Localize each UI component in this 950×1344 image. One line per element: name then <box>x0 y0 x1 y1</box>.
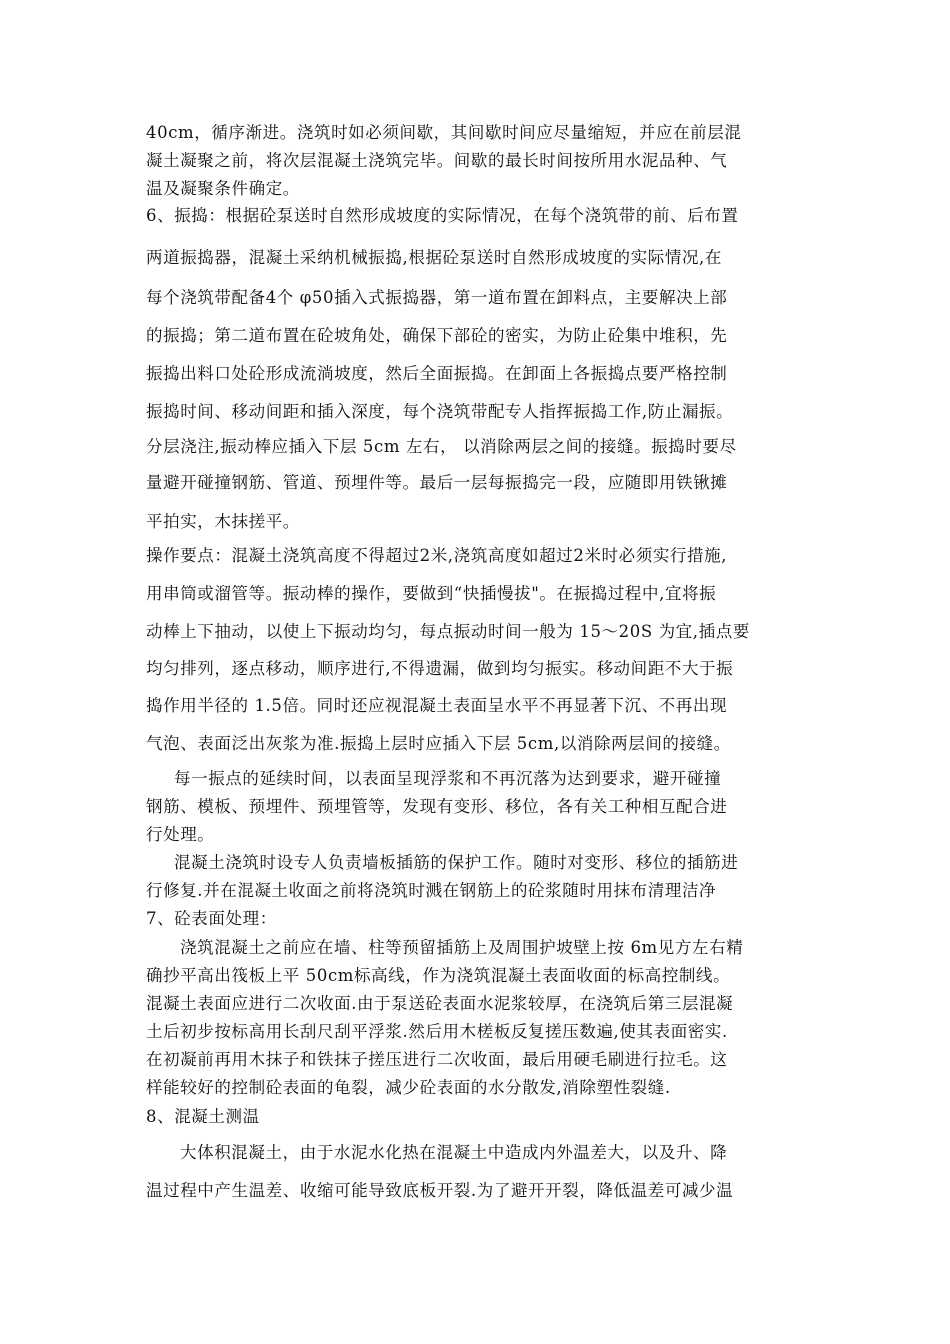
paragraph-line: 每一振点的延续时间，以表面呈现浮浆和不再沉落为达到要求，避开碰撞 <box>174 769 722 788</box>
paragraph-line: 温过程中产生温差、收缩可能导致底板开裂.为了避开开裂，降低温差可减少温 <box>146 1181 734 1200</box>
section-heading-line: 6、振捣：根据砼泵送时自然形成坡度的实际情况，在每个浇筑带的前、后布置 <box>146 206 739 225</box>
paragraph-line: 凝土凝聚之前，将次层混凝土浇筑完毕。间歇的最长时间按所用水泥品种、气 <box>146 151 728 170</box>
paragraph-line: 温及凝聚条件确定。 <box>146 179 300 198</box>
paragraph-line: 的振捣；第二道布置在砼坡角处，确保下部砼的密实，为防止砼集中堆积，先 <box>146 326 728 345</box>
paragraph-line: 钢筋、模板、预埋件、预埋管等，发现有变形、移位，各有关工种相互配合进 <box>146 797 728 816</box>
paragraph-line: 气泡、表面泛出灰浆为准.振捣上层时应插入下层 5cm,以消除两层间的接缝。 <box>146 734 731 753</box>
section-heading-line: 7、砼表面处理： <box>146 909 277 928</box>
paragraph-line: 大体积混凝土，由于水泥水化热在混凝土中造成内外温差大，以及升、降 <box>180 1143 728 1162</box>
paragraph-line: 均匀排列，逐点移动，顺序进行,不得遗漏，做到均匀振实。移动间距不大于振 <box>146 659 734 678</box>
paragraph-line: 操作要点：混凝土浇筑高度不得超过2米,浇筑高度如超过2米时必须实行措施, <box>146 546 728 565</box>
paragraph-line: 土后初步按标高用长刮尺刮平浮浆.然后用木槎板反复搓压数遍,使其表面密实. <box>146 1022 728 1041</box>
paragraph-line: 混凝土浇筑时设专人负责墙板插筋的保护工作。随时对变形、移位的插筋进 <box>174 853 739 872</box>
paragraph-line: 平拍实，木抹搓平。 <box>146 512 300 531</box>
paragraph-line: 两道振捣器，混凝土采纳机械振捣,根据砼泵送时自然形成坡度的实际情况,在 <box>146 248 722 267</box>
paragraph-line: 捣作用半径的 1.5倍。同时还应视混凝土表面呈水平不再显著下沉、不再出现 <box>146 696 728 715</box>
paragraph-line: 确抄平高出筏板上平 50cm标高线，作为浇筑混凝土表面收面的标高控制线。 <box>146 966 731 985</box>
paragraph-line: 40cm，循序渐进。浇筑时如必须间歇，其间歇时间应尽量缩短，并应在前层混 <box>146 123 742 142</box>
section-heading-line: 8、混凝土测温 <box>146 1107 260 1126</box>
paragraph-line: 混凝土表面应进行二次收面.由于泵送砼表面水泥浆较厚，在浇筑后第三层混凝 <box>146 994 734 1013</box>
paragraph-line: 振捣时间、移动间距和插入深度，每个浇筑带配专人指挥振捣工作,防止漏振。 <box>146 402 734 421</box>
paragraph-line: 浇筑混凝土之前应在墙、柱等预留插筋上及周围护坡壁上按 6m见方左右精 <box>180 938 744 957</box>
paragraph-line: 振捣出料口处砼形成流淌坡度，然后全面振捣。在卸面上各振捣点要严格控制 <box>146 364 728 383</box>
paragraph-line: 行修复.并在混凝土收面之前将浇筑时溅在钢筋上的砼浆随时用抹布清理洁净 <box>146 881 717 900</box>
paragraph-line: 用串筒或溜管等。振动棒的操作，要做到“快插慢拔"。在振捣过程中,宜将振 <box>146 584 717 603</box>
paragraph-line: 动棒上下抽动，以使上下振动均匀，每点振动时间一般为 15～20S 为宜,插点要 <box>146 622 750 641</box>
paragraph-line: 在初凝前再用木抹子和铁抹子搓压进行二次收面，最后用硬毛刷进行拉毛。这 <box>146 1050 728 1069</box>
paragraph-line: 样能较好的控制砼表面的龟裂，减少砼表面的水分散发,消除塑性裂缝. <box>146 1078 671 1097</box>
paragraph-line: 每个浇筑带配备4个 φ50插入式振捣器，第一道布置在卸料点，主要解决上部 <box>146 288 728 307</box>
paragraph-line: 分层浇注,振动棒应插入下层 5cm 左右， 以消除两层之间的接缝。振捣时要尽 <box>146 437 737 456</box>
paragraph-line: 量避开碰撞钢筋、管道、预埋件等。最后一层每振捣完一段，应随即用铁锹摊 <box>146 473 728 492</box>
paragraph-line: 行处理。 <box>146 825 215 844</box>
